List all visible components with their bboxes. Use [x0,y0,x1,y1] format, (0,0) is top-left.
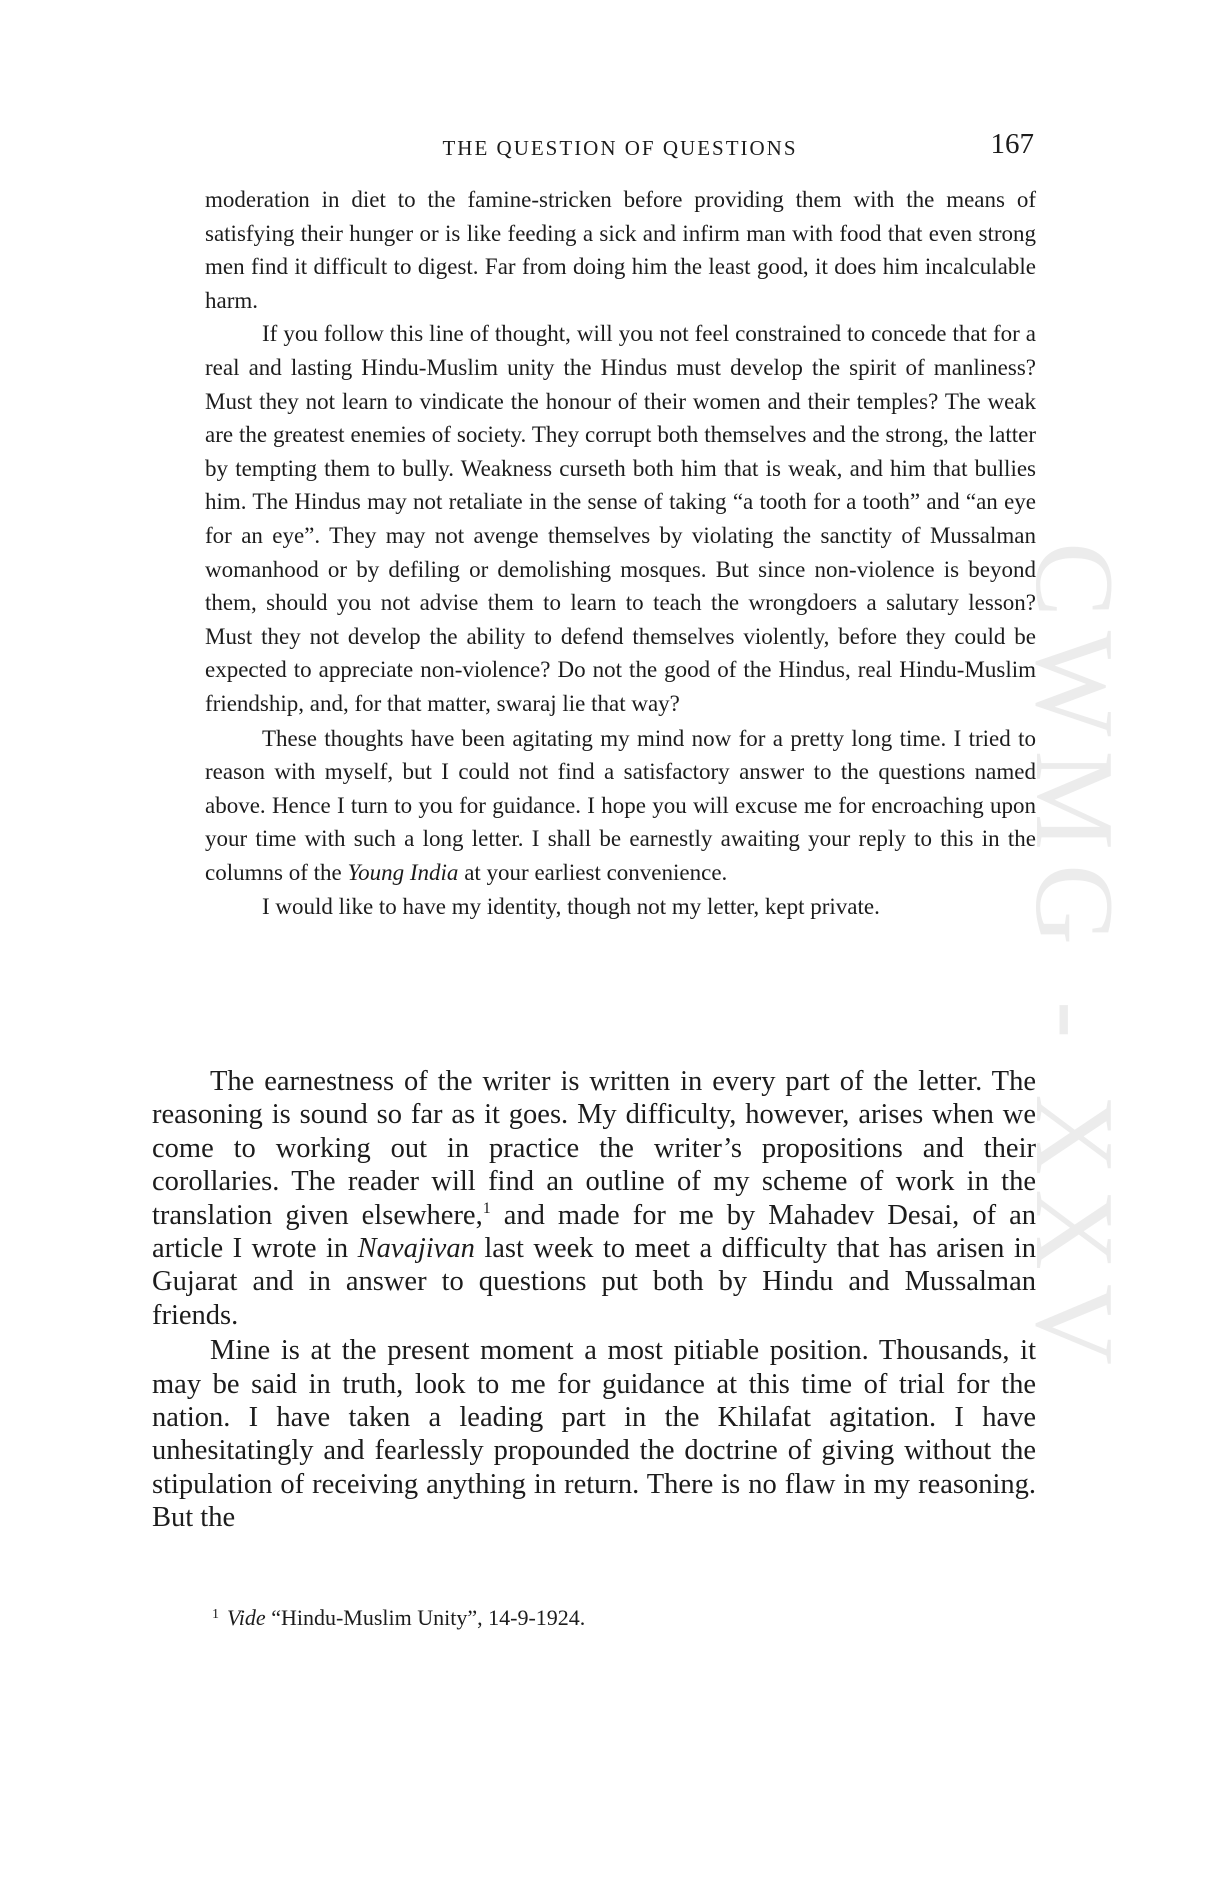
letter-paragraph: I would like to have my identity, though not my letter, kept private. [262,894,880,920]
page-number: 167 [990,128,1034,160]
reply-text: and made for me by Mahadev Desai, of an article I wrote in [152,1199,1036,1265]
author-reply [152,1065,1036,1535]
publication-title: Navajivan [357,1233,475,1265]
footnote-text: “Hindu-Muslim Unity”, 14-9-1924. [271,1605,586,1630]
reply-text: The earnestness of the writer is written in every part of the letter. The reasoning is sound so far as it goes. My difficulty, however, arises when we come to working out in practice the writer’s propositions and their corollaries. The reader will find an outline of my scheme of work in the translation given elsewhere, [152,1066,1036,1231]
reply-text: last week to meet a difficulty that has arisen in Gujarat and in answer to questions put both by Hindu and Mussalman friends. [152,1233,1037,1331]
publication-title: Young India [347,859,459,885]
footnote-vide: Vide [227,1605,266,1630]
letter-paragraph: If you follow this line of thought, will you not feel constrained to concede that for a real and lasting Hindu-Muslim unity the Hindus must develop the spirit of manliness? Must they not learn to vindicate the honour of their women and their temples? The weak are the greatest enemies of society. They corrupt both themselves and the strong, the latter by tempting them to bully. Weakness curseth both him that is weak, and him that bullies him. The Hindus may not retaliate in the sense of taking “a tooth for a tooth” and “an eye for an eye”. They may not avenge themselves by violating the sanctity of Mussalman womanhood or by defiling or demolishing mosques. But since non-violence is beyond them, should you not advise them to learn to teach the wrongdoers a salutary lesson? Must they not develop the ability to defend themselves violently, before they could be expected to appreciate non-violence? Do not the good of the Hindus, real Hindu-Muslim friendship, and, for that matter, swaraj lie that way? [205,321,1036,716]
reply-paragraph [152,1065,1036,1332]
reply-paragraph: Mine is at the present moment a most pitiable position. Thousands, it may be said in truth, look to me for guidance at this time of trial for the nation. I have taken a leading part in the Khilafat agitation. I have unhesitatingly and fearlessly propounded the doctrine of giving without the stipulation of receiving anything in return. There is no flaw in my reasoning. But the [152,1335,1036,1534]
watermark-text: CWMG - XXV [1011,541,1136,1379]
footnote-marker: 1 [212,1607,219,1622]
page-header [204,128,1036,168]
letter-text: These thoughts have been agitating my mind now for a pretty long time. I tried to reason with myself, but I could not find a satisfactory answer to the questions named above. Hence I turn to you for guidance. I hope you will excuse me for encroaching upon your time with such a long letter. I shall be earnestly awaiting your reply to this in the columns of the [205,725,1036,885]
letter-paragraph [205,722,1036,890]
footnote [212,1600,1012,1633]
letter-text: at your earliest convenience. [464,859,728,885]
quoted-letter [205,183,1036,924]
footnote-reference[interactable]: 1 [482,1199,491,1217]
running-title: THE QUESTION OF QUESTIONS [442,136,798,160]
letter-paragraph: moderation in diet to the famine-stricken before providing them with the means of satisfying their hunger or is like feeding a sick and infirm man with food that even strong men find it difficult to digest. Far from doing him the least good, it does him incalculable harm. [205,187,1036,313]
